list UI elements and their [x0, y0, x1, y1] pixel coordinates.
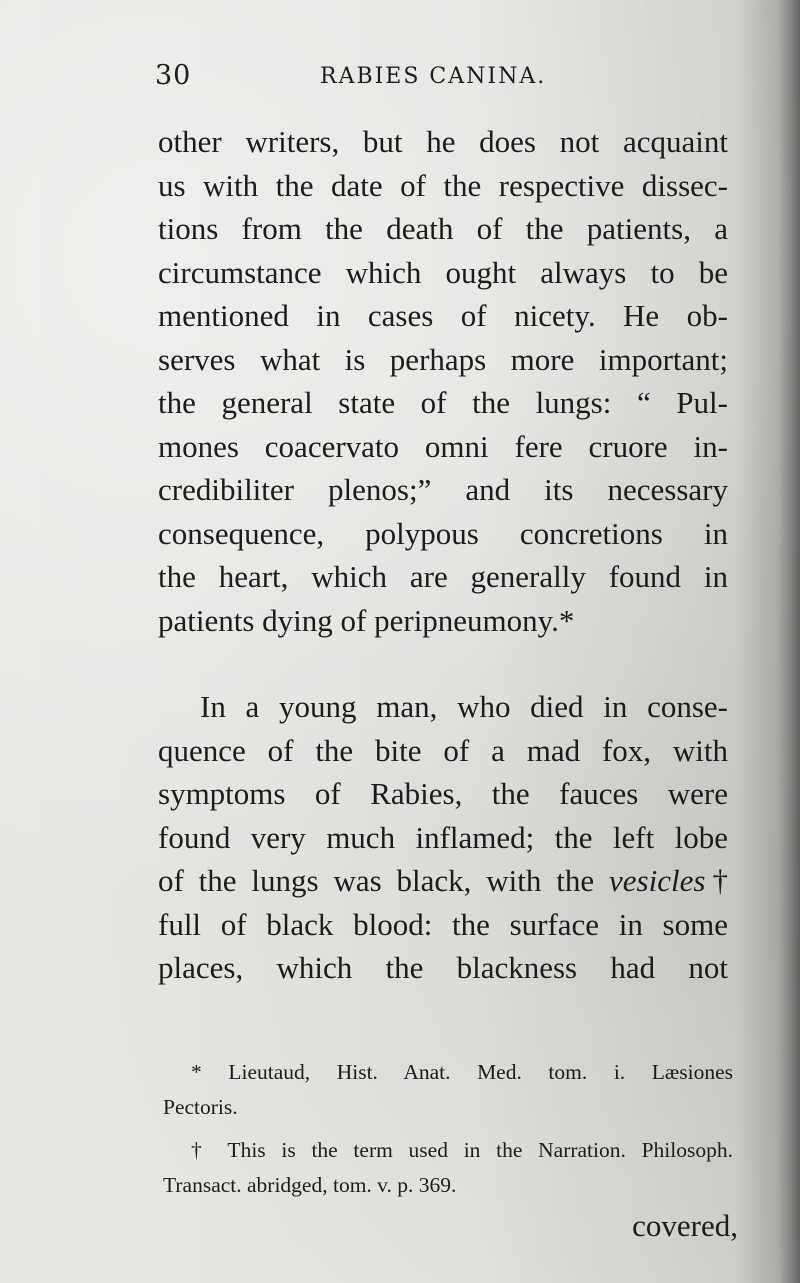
text-line: the heart, which are generally found in [158, 559, 728, 594]
text-line: mones coacervato omni fere cruore in- [158, 428, 728, 464]
text-line: full of black blood: the surface in some [158, 906, 728, 942]
text-line: quence of the bite of a mad fox, with [158, 732, 728, 768]
italic-term: vesicles [609, 863, 706, 898]
text-line: mentioned in cases of nicety. He ob- [158, 298, 728, 333]
page-edge-shadow [778, 0, 800, 1283]
footnote-line: † This is the term used in the Narration. Philosoph. [191, 1138, 733, 1162]
page-number: 30 [155, 60, 192, 91]
text-line: consequence, polypous concretions in [158, 515, 728, 551]
paragraph-2 [158, 685, 728, 990]
footnote-line: * Lieutaud, Hist. Anat. Med. tom. i. Læsiones [191, 1060, 733, 1084]
text-line: serves what is perhaps more important; [158, 341, 728, 377]
text-run: of the lungs was black, with the [158, 863, 595, 898]
footnote [163, 1055, 733, 1125]
text-line: tions from the death of the patients, a [158, 211, 728, 246]
text-line: patients dying of peripneumony.* [158, 602, 575, 638]
text-line: places, which the blackness had not [158, 950, 728, 985]
dagger-footnote-mark: † [705, 863, 729, 898]
text-line: found very much inflamed; the left lobe [158, 819, 728, 855]
footnote [163, 1133, 733, 1203]
text-line: symptoms of Rabies, the fauces were [158, 776, 728, 811]
text-line: In a young man, who died in conse- [200, 689, 728, 724]
text-line: us with the date of the respective dissec- [158, 167, 728, 203]
text-line: circumstance which ought always to be [158, 254, 728, 290]
text-line: credibiliter plenos;” and its necessary [158, 472, 728, 507]
text-line [158, 859, 728, 903]
catchword: covered, [632, 1208, 738, 1243]
main-text [158, 120, 728, 990]
footnote-line: Transact. abridged, tom. v. p. 369. [163, 1173, 457, 1197]
paragraph-1 [158, 120, 728, 642]
text-line: other writers, but he does not acquaint [158, 124, 728, 159]
page-header [155, 60, 715, 100]
text-line: the general state of the lungs: “ Pul- [158, 385, 728, 420]
footnote-line: Pectoris. [163, 1095, 238, 1119]
footnotes [163, 1055, 733, 1211]
running-head: RABIES CANINA. [320, 64, 547, 89]
